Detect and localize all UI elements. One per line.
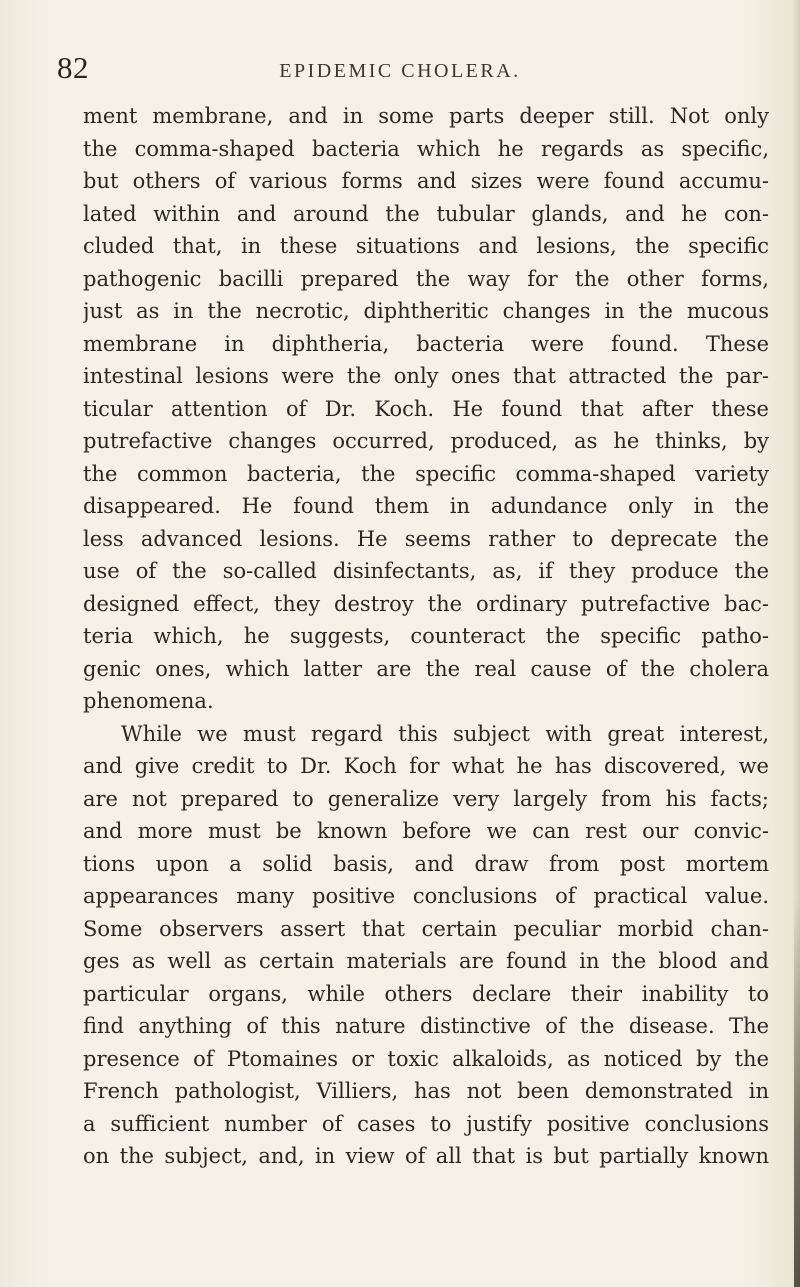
text-line: a sufficient number of cases to justify positive conclusions <box>83 1111 769 1136</box>
paragraph-2 <box>83 718 769 1173</box>
text-line: ment membrane, and in some parts deeper still. Not only <box>83 104 769 128</box>
text-line: putrefactive changes occurred, produced, as he thinks, by <box>83 429 769 453</box>
text-line: Some observers assert that certain peculiar morbid chan- <box>83 916 769 941</box>
page-edge-shadow <box>794 900 800 1287</box>
text-line: ticular attention of Dr. Koch. He found that after these <box>83 396 769 421</box>
text-line: tions upon a solid basis, and draw from post mortem <box>83 851 769 876</box>
text-line: less advanced lesions. He seems rather to deprecate the <box>83 526 769 551</box>
text-line: genic ones, which latter are the real cause of the cholera <box>83 656 769 681</box>
text-line: find anything of this nature distinctive of the disease. The <box>83 1014 769 1038</box>
text-line: intestinal lesions were the only ones that attracted the par- <box>83 364 769 388</box>
text-line: lated within and around the tubular glands, and he con- <box>83 201 769 226</box>
text-line: cluded that, in these situations and lesions, the specific <box>83 234 769 258</box>
text-line: use of the so-called disinfectants, as, if they produce the <box>83 559 769 583</box>
text-line: membrane in diphtheria, bacteria were found. These <box>83 331 769 356</box>
running-head: EPIDEMIC CHOLERA. <box>279 60 521 82</box>
text-line: designed effect, they destroy the ordinary putrefactive bac- <box>83 591 769 616</box>
text-line: appearances many positive conclusions of practical value. <box>83 884 769 908</box>
text-line: While we must regard this subject with great interest, <box>121 721 769 746</box>
text-line: on the subject, and, in view of all that is but partially known <box>83 1144 769 1168</box>
text-line: the comma-shaped bacteria which he regards as specific, <box>83 136 769 161</box>
text-line: and give credit to Dr. Koch for what he has discovered, we <box>83 754 769 778</box>
paragraph-1 <box>83 100 769 718</box>
page-number: 82 <box>57 50 89 85</box>
text-line: particular organs, while others declare their inability to <box>83 981 769 1006</box>
text-line: are not prepared to generalize very largely from his facts; <box>83 786 769 811</box>
text-line: but others of various forms and sizes were found accumu- <box>83 169 769 193</box>
text-line: French pathologist, Villiers, has not been demonstrated in <box>83 1079 769 1103</box>
text-line: phenomena. <box>83 689 214 713</box>
text-line: presence of Ptomaines or toxic alkaloids, as noticed by the <box>83 1046 769 1071</box>
text-line: pathogenic bacilli prepared the way for the other forms, <box>83 266 769 291</box>
text-line: just as in the necrotic, diphtheritic changes in the mucous <box>83 299 769 323</box>
body-text <box>83 100 769 1173</box>
text-line: ges as well as certain materials are found in the blood and <box>83 949 769 973</box>
text-line: teria which, he suggests, counteract the specific patho- <box>83 624 769 648</box>
text-line: the common bacteria, the specific comma-shaped variety <box>83 461 769 486</box>
text-line: disappeared. He found them in adundance only in the <box>83 494 769 518</box>
text-line: and more must be known before we can rest our convic- <box>83 819 769 843</box>
